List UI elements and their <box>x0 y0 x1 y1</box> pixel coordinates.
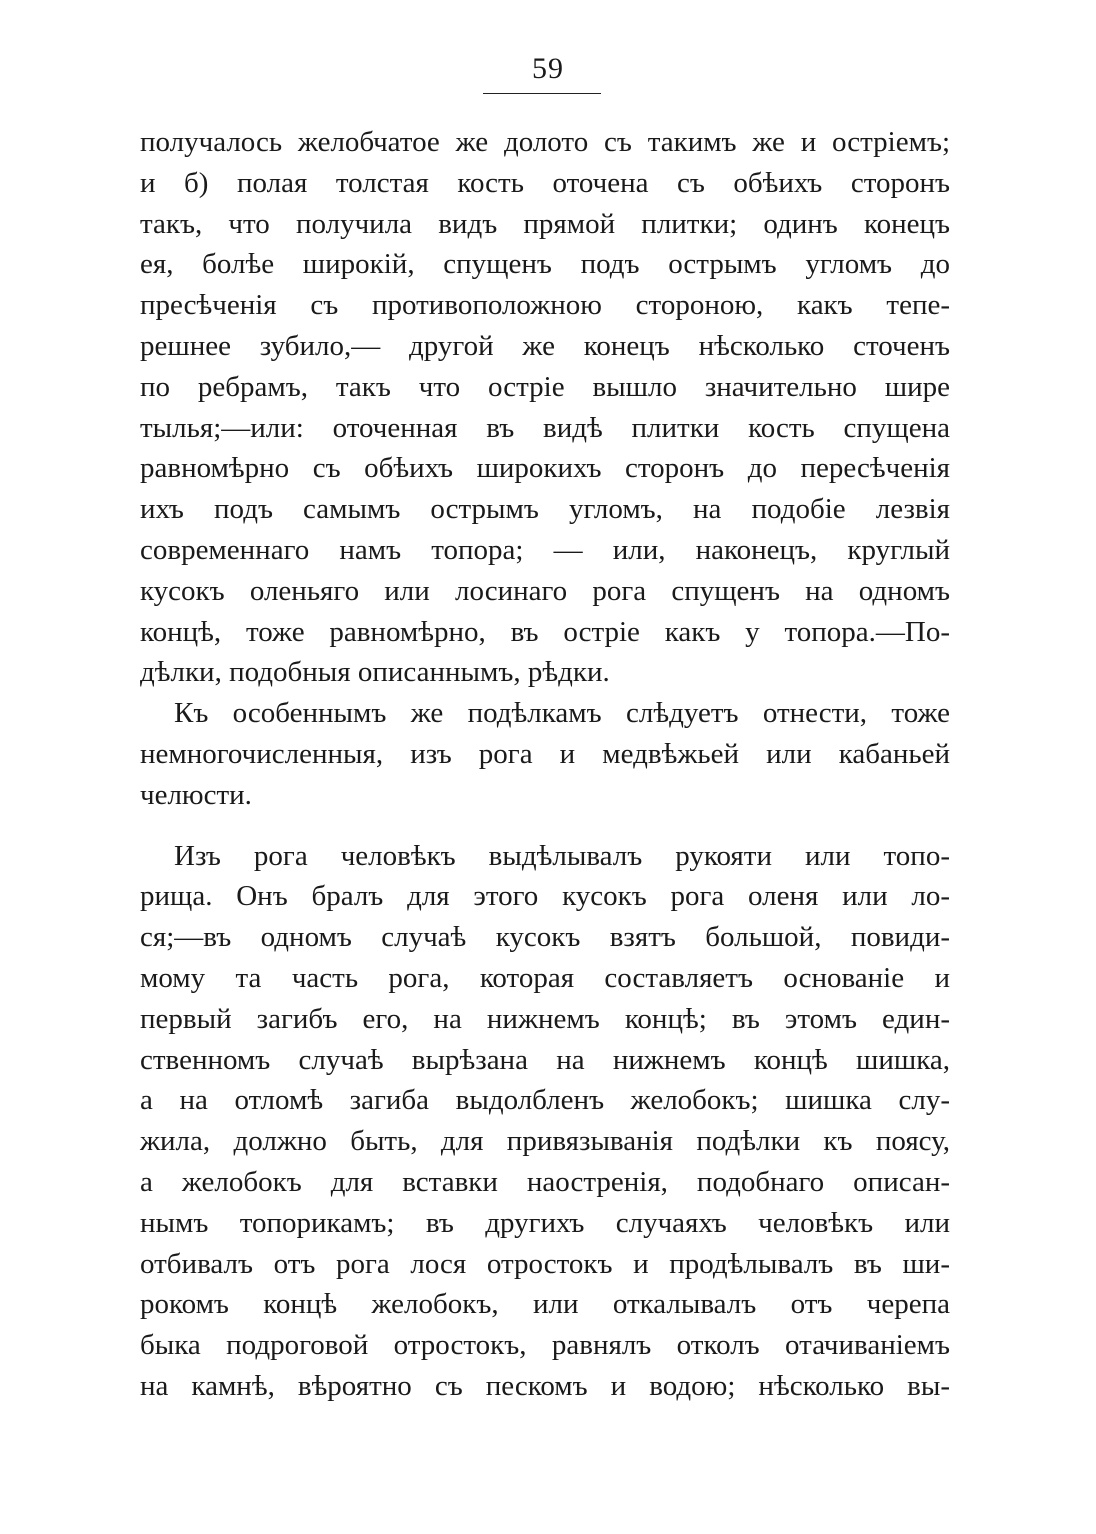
text-line: равномѣрно съ обѣихъ широкихъ сторонъ до пересѣченія <box>140 452 950 485</box>
text-line: ея, болѣе широкій, спущенъ подъ острымъ угломъ до <box>140 248 950 281</box>
text-line: первый загибъ его, на нижнемъ концѣ; въ этомъ един- <box>140 1002 950 1035</box>
text-line: мому та часть рога, которая составляетъ основаніе и <box>140 961 950 994</box>
body-text <box>140 122 950 1407</box>
text-line: концѣ, тоже равномѣрно, въ остріе какъ у топора.—По- <box>140 615 950 648</box>
text-line: Изъ рога человѣкъ выдѣлывалъ рукояти или топо- <box>174 839 950 872</box>
paragraph <box>140 122 950 693</box>
text-line: ся;—въ одномъ случаѣ кусокъ взятъ большой, повиди- <box>140 921 950 954</box>
text-line: рища. Онъ бралъ для этого кусокъ рога оленя или ло- <box>140 880 950 913</box>
text-line: а на отломѣ загиба выдолбленъ желобокъ; шишка слу- <box>140 1084 950 1117</box>
text-line: ихъ подъ самымъ острымъ угломъ, на подобіе лезвія <box>140 493 950 526</box>
text-line: на камнѣ, вѣроятно съ пескомъ и водою; нѣсколько вы- <box>140 1369 950 1402</box>
header-rule <box>483 93 601 94</box>
text-line: по ребрамъ, такъ что остріе вышло значительно шире <box>140 370 950 403</box>
text-line: челюсти. <box>140 778 252 811</box>
text-line: Къ особеннымъ же подѣлкамъ слѣдуетъ отнести, тоже <box>174 697 950 730</box>
paragraph-gap <box>140 816 950 836</box>
paragraph <box>140 836 950 1407</box>
text-line: немногочисленныя, изъ рога и медвѣжьей или кабаньей <box>140 737 950 770</box>
text-line: кусокъ оленьяго или лосинаго рога спущенъ на одномъ <box>140 574 950 607</box>
text-line: рокомъ концѣ желобокъ, или откалывалъ отъ черепа <box>140 1288 950 1321</box>
text-line: отбивалъ отъ рога лося отростокъ и продѣлывалъ въ ши- <box>140 1247 950 1280</box>
text-line: тылья;—или: оточенная въ видѣ плитки кость спущена <box>140 411 950 444</box>
text-line: современнаго намъ топора; — или, наконецъ, круглый <box>140 533 950 566</box>
paragraph <box>140 693 950 815</box>
text-line: ственномъ случаѣ вырѣзана на нижнемъ концѣ шишка, <box>140 1043 950 1076</box>
text-line: дѣлки, подобныя описаннымъ, рѣдки. <box>140 656 610 689</box>
text-line: решнее зубило,— другой же конецъ нѣсколько сточенъ <box>140 329 950 362</box>
text-line: такъ, что получила видъ прямой плитки; одинъ конецъ <box>140 207 950 240</box>
text-line: а желобокъ для вставки наостренія, подобнаго описан- <box>140 1165 950 1198</box>
text-line: пресѣченія съ противоположною стороною, какъ тепе- <box>140 289 950 322</box>
page-number: 59 <box>532 52 564 85</box>
text-line: получалось желобчатое же долото съ такимъ же и остріемъ; <box>140 126 950 158</box>
text-line: быка подроговой отростокъ, равнялъ отколъ отачиваніемъ <box>140 1329 950 1362</box>
text-line: и б) полая толстая кость оточена съ обѣихъ сторонъ <box>140 166 950 199</box>
text-line: жила, должно быть, для привязыванія подѣлки къ поясу, <box>140 1125 950 1158</box>
text-line: нымъ топорикамъ; въ другихъ случаяхъ человѣкъ или <box>140 1206 950 1239</box>
